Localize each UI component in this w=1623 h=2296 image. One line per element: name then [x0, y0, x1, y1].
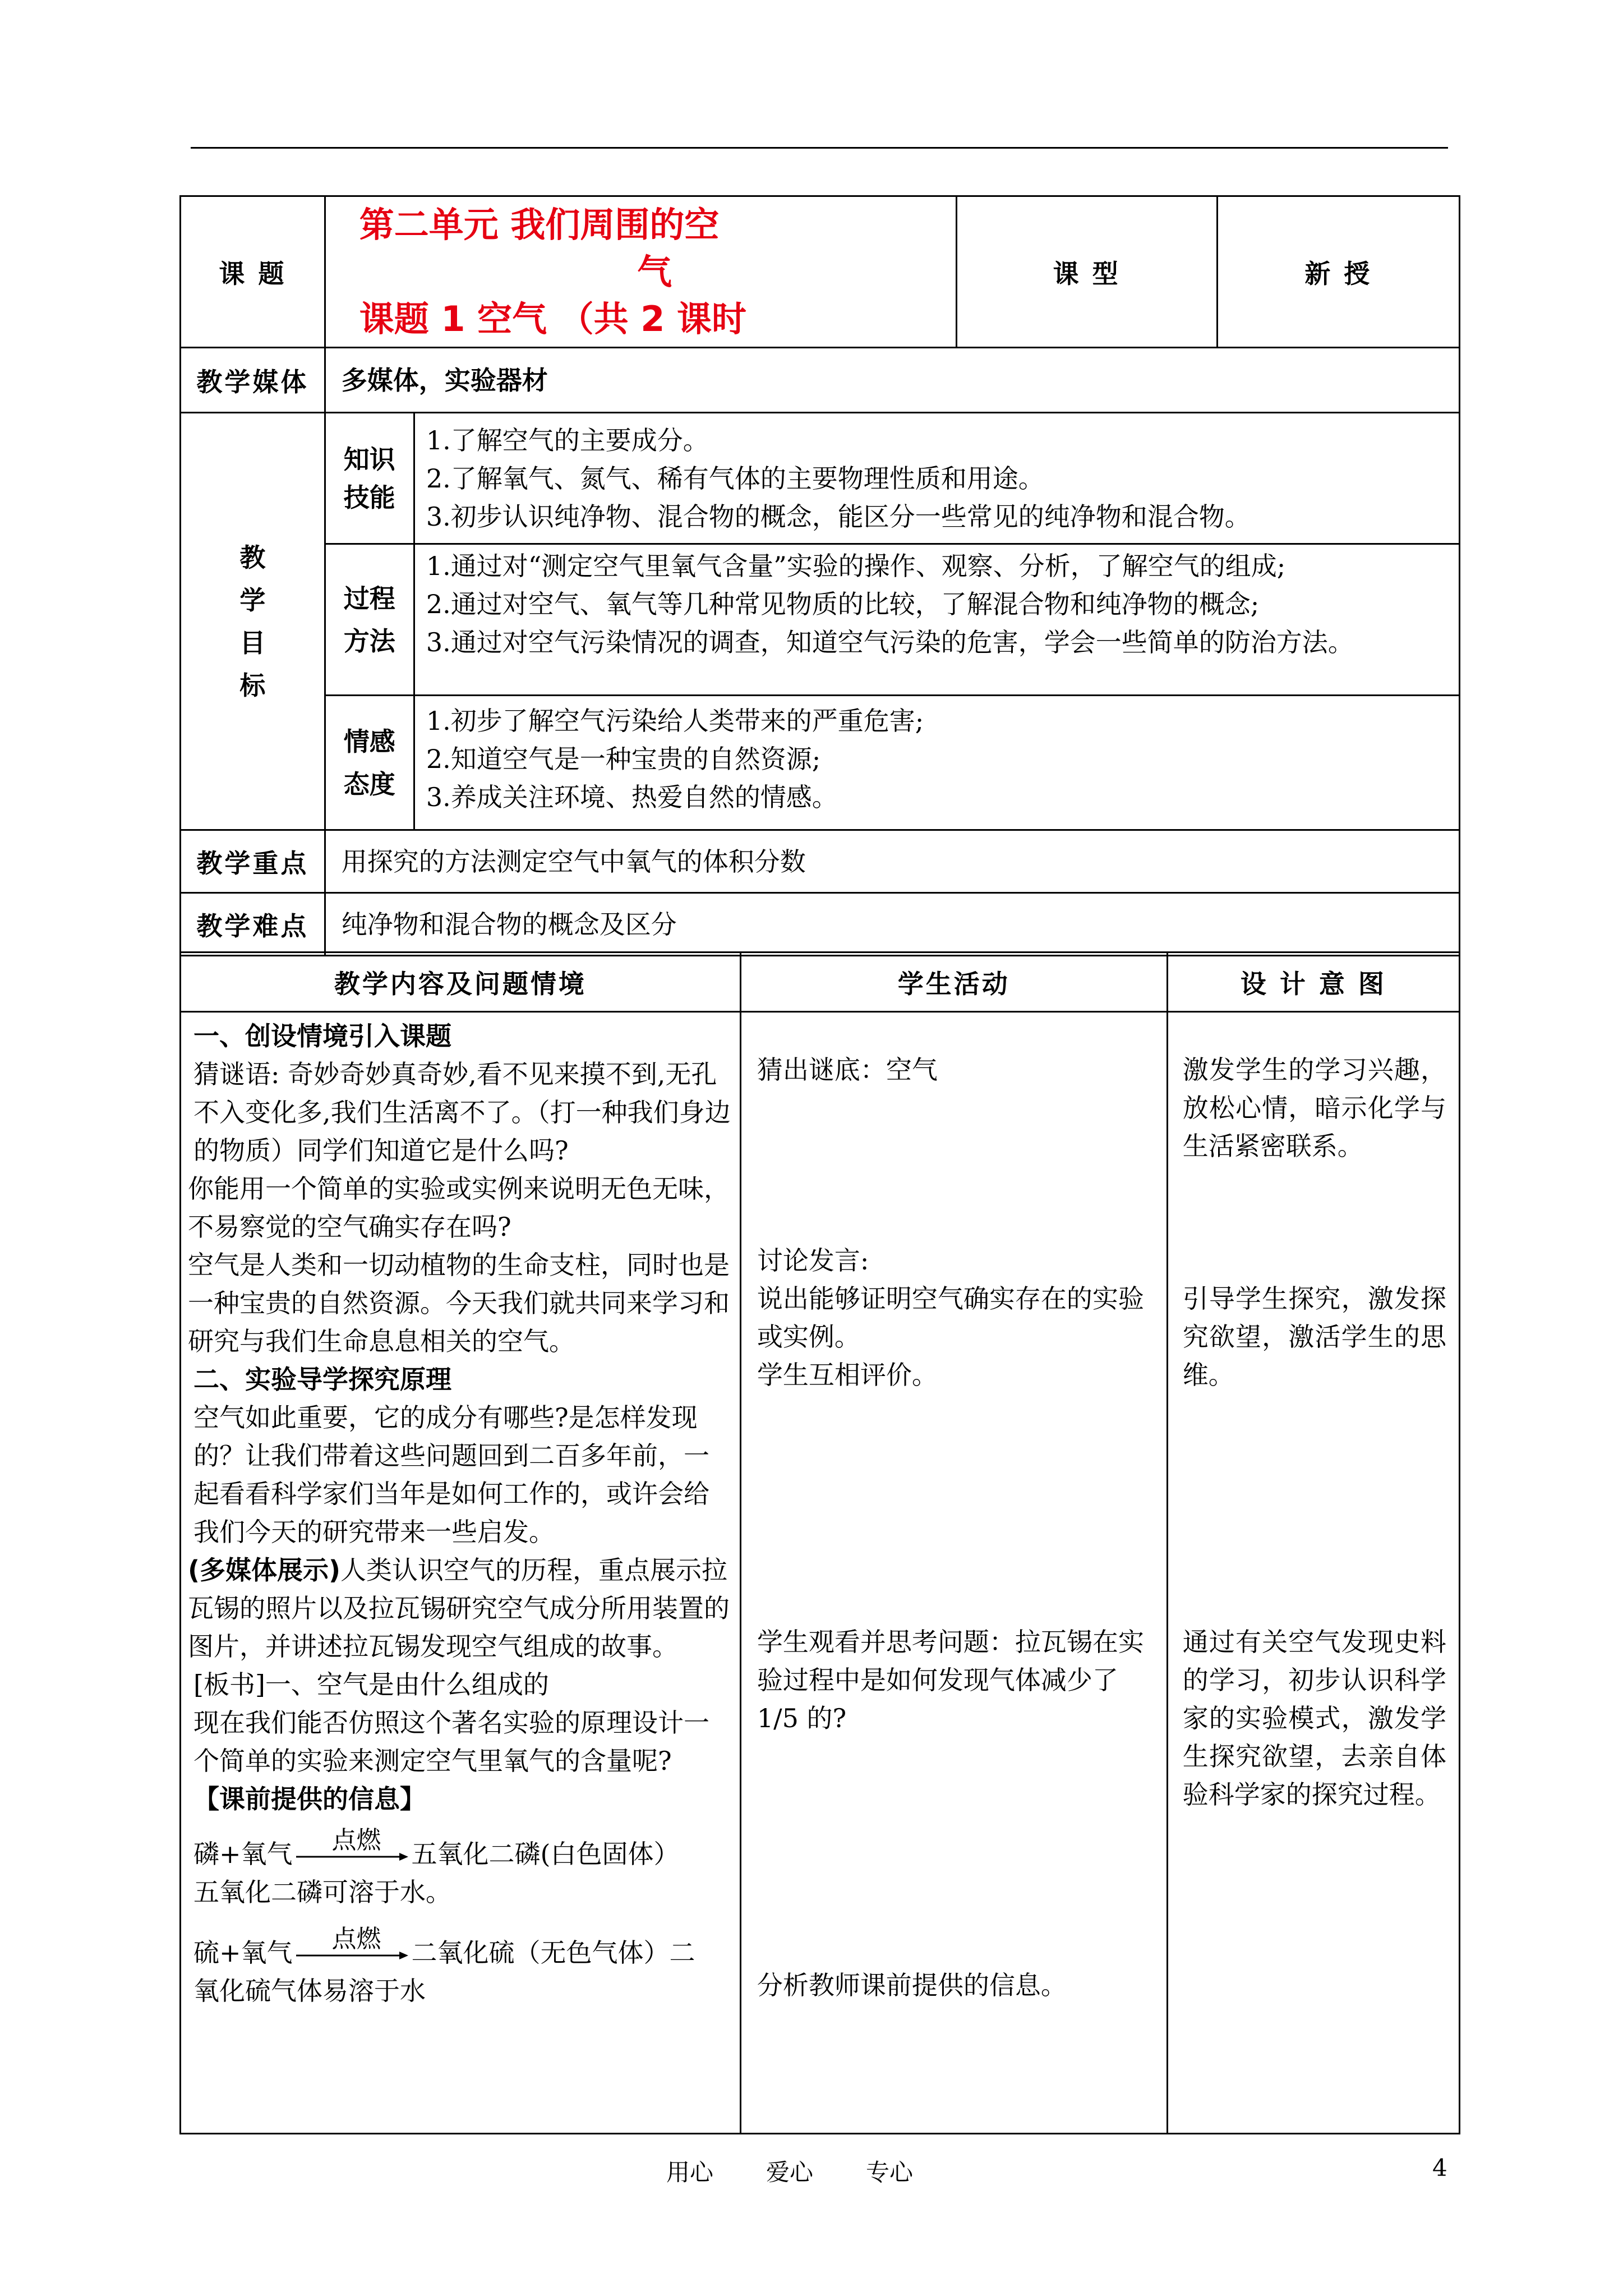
history-intro: 空气如此重要，它的成分有哪些?是怎样发现的？让我们带着这些问题回到二百多年前，一起看看科学家们当年是如何工作的，或许会给我们今天的研究带来一些启发。: [193, 1402, 709, 1547]
info-title: 【课前提供的信息】: [193, 1784, 426, 1814]
student-analyze: 分析教师课前提供的信息。: [757, 1970, 1067, 2000]
content-column: [181, 1012, 741, 2134]
multimedia-para: [188, 1551, 732, 1665]
intent-2: 引导学生探究，激发探究欲望，激活学生的思维。: [1182, 1283, 1446, 1390]
header-design-intent: 设 计 意 图: [1167, 953, 1459, 1012]
equation-phosphorus: [188, 1826, 732, 1873]
knowledge-label: [325, 413, 414, 544]
eq1-note: 五氧化二磷可溶于水。: [193, 1877, 451, 1907]
header-rule: [191, 147, 1448, 149]
media-value: 多媒体，实验器材: [325, 348, 1459, 413]
process-goals: [414, 544, 1459, 696]
lesson-title-line3: 课题 1 空气 （共 2 课时: [359, 298, 746, 339]
design-intent-column: [1167, 1012, 1459, 2134]
board-note: [板书]一、空气是由什么组成的: [193, 1669, 549, 1700]
lesson-title-line1: 第二单元 我们周围的空: [359, 204, 720, 245]
attitude-item: 1.初步了解空气污染给人类带来的严重危害;: [426, 706, 924, 736]
eq2-products: 二氧化硫（无色气体）二: [411, 1938, 695, 1968]
experiment-question: 你能用一个简单的实验或实例来说明无色无味，不易察觉的空气确实存在吗?: [188, 1174, 730, 1242]
knowledge-item: 1.了解空气的主要成分。: [426, 425, 709, 455]
student-activity-column: [740, 1012, 1167, 2134]
intent-3: 通过有关空气发现史料的学习，初步认识科学家的实验模式，激发学生探究欲望，去亲自体验科学家的探究过程。: [1182, 1627, 1446, 1810]
multimedia-text: 人类认识空气的历程，重点展示拉瓦锡的照片以及拉瓦锡研究空气成分所用装置的图片，并讲述拉瓦锡发现空气组成的故事。: [188, 1555, 730, 1662]
process-item: 1.通过对“测定空气里氧气含量”实验的操作、观察、分析，了解空气的组成;: [426, 551, 1286, 581]
equation-sulfur: [188, 1925, 732, 1972]
lesson-type-label: 课 型: [956, 196, 1217, 348]
knowledge-label-line2: 技能: [343, 482, 395, 513]
riddle-text: 猜谜语: 奇妙奇妙真奇妙,看不见来摸不到,无孔不入变化多,我们生活离不了。（打一种我们身边的物质）同学们知道它是什么吗?: [193, 1059, 731, 1166]
attitude-item: 2.知道空气是一种宝贵的自然资源;: [426, 744, 821, 774]
attitude-label-line2: 态度: [343, 769, 395, 799]
lesson-title: [325, 196, 956, 348]
difficulty-label: 教学难点: [181, 893, 325, 956]
student-answer: 猜出谜底：空气: [757, 1055, 938, 1085]
eq1-condition: 点燃: [331, 1826, 381, 1855]
section2-heading: 二、实验导学探究原理: [193, 1364, 451, 1395]
goals-label-char: 目: [239, 627, 266, 658]
multimedia-tag: (多媒体展示): [188, 1555, 341, 1585]
knowledge-item: 3.初步认识纯净物、混合物的概念，能区分一些常见的纯净物和混合物。: [426, 501, 1251, 532]
process-label-line2: 方法: [343, 625, 395, 656]
teaching-process-table: [179, 951, 1460, 2134]
process-item: 2.通过对空气、氧气等几种常见物质的比较，了解混合物和纯净物的概念;: [426, 589, 1260, 619]
student-observe: 学生观看并思考问题：拉瓦锡在实验过程中是如何发现气体减少了 1/5 的?: [757, 1627, 1144, 1733]
goals-label-char: 教: [239, 542, 266, 573]
process-item: 3.通过对空气污染情况的调查，知道空气污染的危害，学会一些简单的防治方法。: [426, 627, 1354, 657]
section1-heading: 一、创设情境引入课题: [193, 1021, 451, 1051]
knowledge-item: 2.了解氧气、氮气、稀有气体的主要物理性质和用途。: [426, 463, 1044, 494]
eq2-reactants: 硫+氧气: [193, 1938, 293, 1968]
goals-label: [181, 413, 325, 830]
discuss-text: 说出能够证明空气确实存在的实验或实例。: [757, 1283, 1144, 1352]
knowledge-label-line1: 知识: [343, 444, 395, 475]
air-importance-text: 空气是人类和一切动植物的生命支柱，同时也是一种宝贵的自然资源。今天我们就共同来学习和研究与我们生命息息相关的空气。: [188, 1250, 730, 1356]
difficulty-value: 纯净物和混合物的概念及区分: [325, 893, 1459, 956]
attitude-goals: [414, 696, 1459, 830]
footer-motto-1: 用心: [666, 2159, 714, 2186]
process-label: [325, 544, 414, 696]
reaction-arrow-icon: [296, 1925, 408, 1966]
page-number: 4: [1432, 2154, 1447, 2182]
footer-motto-3: 专心: [866, 2159, 914, 2186]
goals-label-char: 标: [239, 670, 266, 701]
eq1-reactants: 磷+氧气: [193, 1839, 293, 1869]
goals-label-char: 学: [239, 585, 266, 615]
process-label-line1: 过程: [343, 583, 395, 614]
header-student-activity: 学生活动: [740, 953, 1167, 1012]
key-point-value: 用探究的方法测定空气中氧气的体积分数: [325, 830, 1459, 893]
attitude-label-line1: 情感: [343, 726, 395, 757]
lesson-info-table: [179, 195, 1460, 956]
eq2-note: 氧化硫气体易溶于水: [193, 1976, 426, 2006]
attitude-label: [325, 696, 414, 830]
design-question: 现在我们能否仿照这个著名实验的原理设计一个简单的实验来测定空气里氧气的含量呢?: [193, 1708, 709, 1776]
footer-motto-2: 爱心: [766, 2159, 814, 2186]
media-label: 教学媒体: [181, 348, 325, 413]
lesson-title-line2: 气: [637, 251, 672, 292]
peer-review: 学生互相评价。: [757, 1360, 938, 1390]
discuss-title: 讨论发言:: [757, 1245, 869, 1276]
lesson-type-value: 新 授: [1217, 196, 1459, 348]
subject-label: 课 题: [181, 196, 325, 348]
attitude-item: 3.养成关注环境、热爱自然的情感。: [426, 782, 838, 812]
reaction-arrow-icon: [296, 1826, 408, 1867]
knowledge-goals: [414, 413, 1459, 544]
key-point-label: 教学重点: [181, 830, 325, 893]
eq2-condition: 点燃: [331, 1925, 381, 1953]
eq1-products: 五氧化二磷(白色固体）: [411, 1839, 680, 1869]
intent-1: 激发学生的学习兴趣，放松心情，暗示化学与生活紧密联系。: [1182, 1055, 1446, 1161]
header-content: 教学内容及问题情境: [181, 953, 741, 1012]
